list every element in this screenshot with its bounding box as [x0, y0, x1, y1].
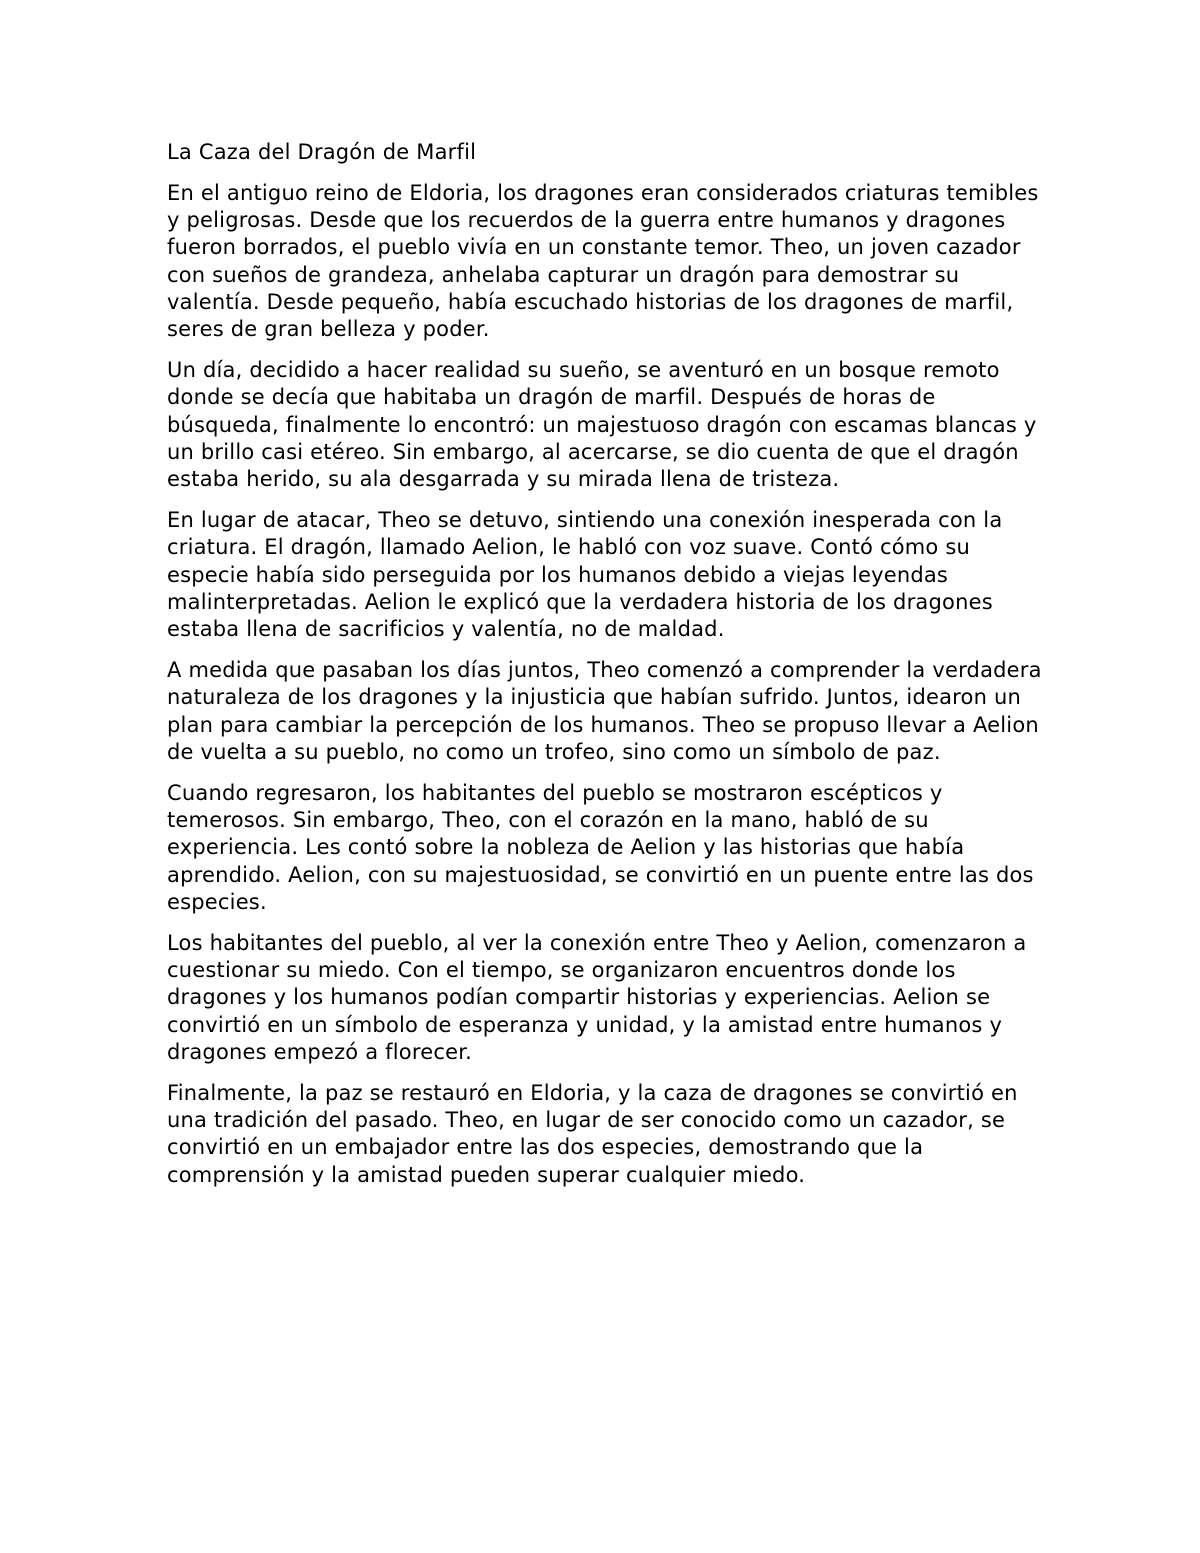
document-body — [167, 139, 1047, 1202]
paragraph-3: En lugar de atacar, Theo se detuvo, sintiendo una conexión inesperada con la criatura. El dragón, llamado Aelion, le habló con voz suave. Contó cómo su especie había sido perseguida por los humanos debido a viejas leyendas malinterpretadas. Aelion le explicó que la verdadera historia de los dragones estaba llena de sacrificios y valentía, no de maldad. — [167, 508, 1003, 642]
paragraph-1: En el antiguo reino de Eldoria, los dragones eran considerados criaturas temibles y peligrosas. Desde que los recuerdos de la guerra entre humanos y dragones fueron borrados, el pueblo vivía en un constante temor. Theo, un joven cazador con sueños de grandeza, anhelaba capturar un dragón para demostrar su valentía. Desde pequeño, había escuchado historias de los dragones de marfil, seres de gran belleza y poder. — [167, 180, 1039, 342]
paragraph-6: Los habitantes del pueblo, al ver la conexión entre Theo y Aelion, comenzaron a cuestionar su miedo. Con el tiempo, se organizaron encuentros donde los dragones y los humanos podían compartir historias y experiencias. Aelion se convirtió en un símbolo de esperanza y unidad, y la amistad entre humanos y dragones empezó a florecer. — [167, 930, 1027, 1064]
document-title: La Caza del Dragón de Marfil — [167, 140, 477, 164]
paragraph-2: Un día, decidido a hacer realidad su sueño, se aventuró en un bosque remoto donde se decía que habitaba un dragón de marfil. Después de horas de búsqueda, finalmente lo encontró: un majestuoso dragón con escamas blancas y un brillo casi etéreo. Sin embargo, al acercarse, se dio cuenta de que el dragón estaba herido, su ala desgarrada y su mirada llena de tristeza. — [167, 358, 1037, 492]
paragraph-4: A medida que pasaban los días juntos, Theo comenzó a comprender la verdadera naturaleza de los dragones y la injusticia que habían sufrido. Juntos, idearon un plan para cambiar la percepción de los humanos. Theo se propuso llevar a Aelion de vuelta a su pueblo, no como un trofeo, sino como un símbolo de paz. — [167, 658, 1042, 764]
paragraph-7: Finalmente, la paz se restauró en Eldoria, y la caza de dragones se convirtió en una tradición del pasado. Theo, en lugar de ser conocido como un cazador, se convirtió en un embajador entre las dos especies, demostrando que la comprensión y la amistad pueden superar cualquier miedo. — [167, 1080, 1018, 1187]
paragraph-5: Cuando regresaron, los habitantes del pueblo se mostraron escépticos y temerosos. Sin embargo, Theo, con el corazón en la mano, habló de su experiencia. Les contó sobre la nobleza de Aelion y las historias que había aprendido. Aelion, con su majestuosidad, se convirtió en un puente entre las dos especies. — [167, 780, 1034, 914]
